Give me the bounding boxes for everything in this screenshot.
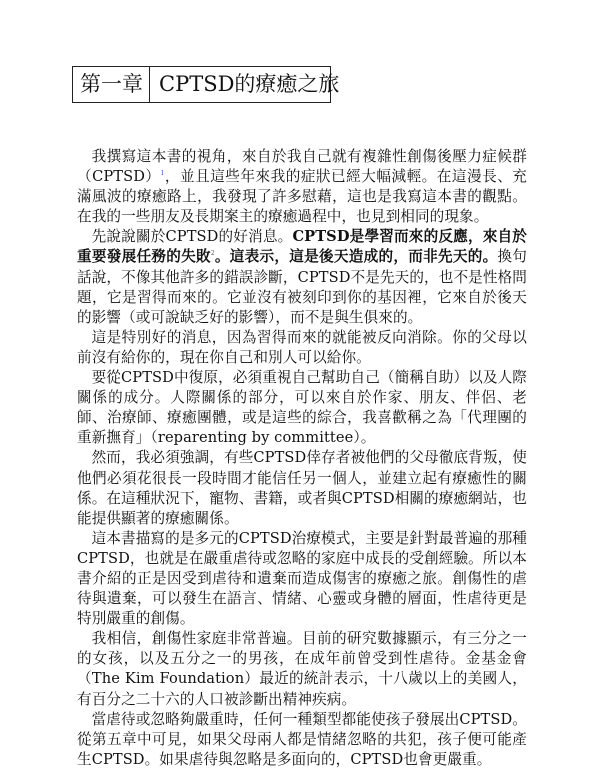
emphasis-text: 。這表示，這是後天造成的，而非先天的。 bbox=[214, 248, 498, 266]
paragraph-2 bbox=[77, 227, 527, 327]
paragraph-6: 這本書描寫的是多元的CPTSD治療模式，主要是針對最普遍的那種CPTSD，也就是在嚴重虐待或忽略的家庭中成長的受創經驗。所以本書介紹的正是因受到虐待和遺棄而造成傷害的療癒之旅。創傷性的虐待與遺棄，可以發生在語言、情緒、心靈或身體的層面，性虐待更是特別嚴重的創傷。 bbox=[77, 529, 527, 628]
paragraph-5: 然而，我必須強調，有些CPTSD倖存者被他們的父母徹底背叛，使他們必須花很長一段時間才能信任另一個人，並建立起有療癒性的關係。在這種狀況下，寵物、書籍，或者與CPTSD相關的療癒網站，也能提供顯著的療癒關係。 bbox=[77, 449, 527, 527]
chapter-title: CPTSD的療癒之旅 bbox=[159, 72, 340, 96]
chapter-number: 第一章 bbox=[73, 67, 150, 102]
paragraph-8: 當虐待或忽略夠嚴重時，任何一種類型都能使孩子發展出CPTSD。從第五章中可見，如果父母兩人都是情緒忽略的共犯，孩子便可能產生CPTSD。如果虐待與忽略是多面向的，CPTSD也會更嚴重。 bbox=[77, 710, 527, 768]
paragraph-7: 我相信，創傷性家庭非常普遍。目前的研究數據顯示，有三分之一的女孩，以及五分之一的男孩，在成年前曾受到性虐待。金基金會（The Kim Foundation）最近的統計表示，十八歲以上的美國人，有百分之二十六的人口被診斷出精神疾病。 bbox=[77, 630, 527, 708]
paragraph-text: ，並且這些年來我的症狀已經大幅減輕。在這漫長、充滿風波的療癒路上，我發現了許多慰藉，這也是我寫這本書的觀點。在我的一些朋友及長期案主的療癒過程中，也見到相同的現象。 bbox=[77, 168, 527, 226]
footnote-ref-1[interactable]: 1 bbox=[160, 170, 165, 178]
paragraph-1 bbox=[77, 147, 527, 227]
footnote-ref-2[interactable]: 2 bbox=[210, 250, 215, 258]
paragraph-3: 這是特別好的消息，因為習得而來的就能被反向消除。你的父母以前沒有給你的，現在你自己和別人可以給你。 bbox=[77, 328, 527, 366]
chapter-heading bbox=[72, 66, 340, 103]
paragraph-text: 我撰寫這本書的視角，來自於我自己就有複雜性創傷後壓力症候群（CPTSD） bbox=[77, 148, 527, 186]
paragraph-text: 先說說關於CPTSD的好消息。 bbox=[91, 228, 293, 246]
body-text bbox=[77, 147, 527, 770]
paragraph-text: 換句話說，不像其他許多的錯誤診斷，CPTSD不是先天的，也不是性格問題，它是習得而來的。它並沒有被刻印到你的基因裡，它來自於後天的影響（或可說缺乏好的影響），而不是與生俱來的。 bbox=[77, 248, 528, 326]
emphasis-text: CPTSD是學習而來的反應，來自於重要發展任務的失敗 bbox=[77, 228, 527, 266]
paragraph-4: 要從CPTSD中復原，必須重視自己幫助自己（簡稱自助）以及人際關係的成分。人際關係的部分，可以來自於作家、朋友、伴侶、老師、治療師、療癒團體，或是這些的綜合，我喜歡稱之為「代理團的重新撫育」（reparenting by committee）。 bbox=[77, 369, 527, 447]
